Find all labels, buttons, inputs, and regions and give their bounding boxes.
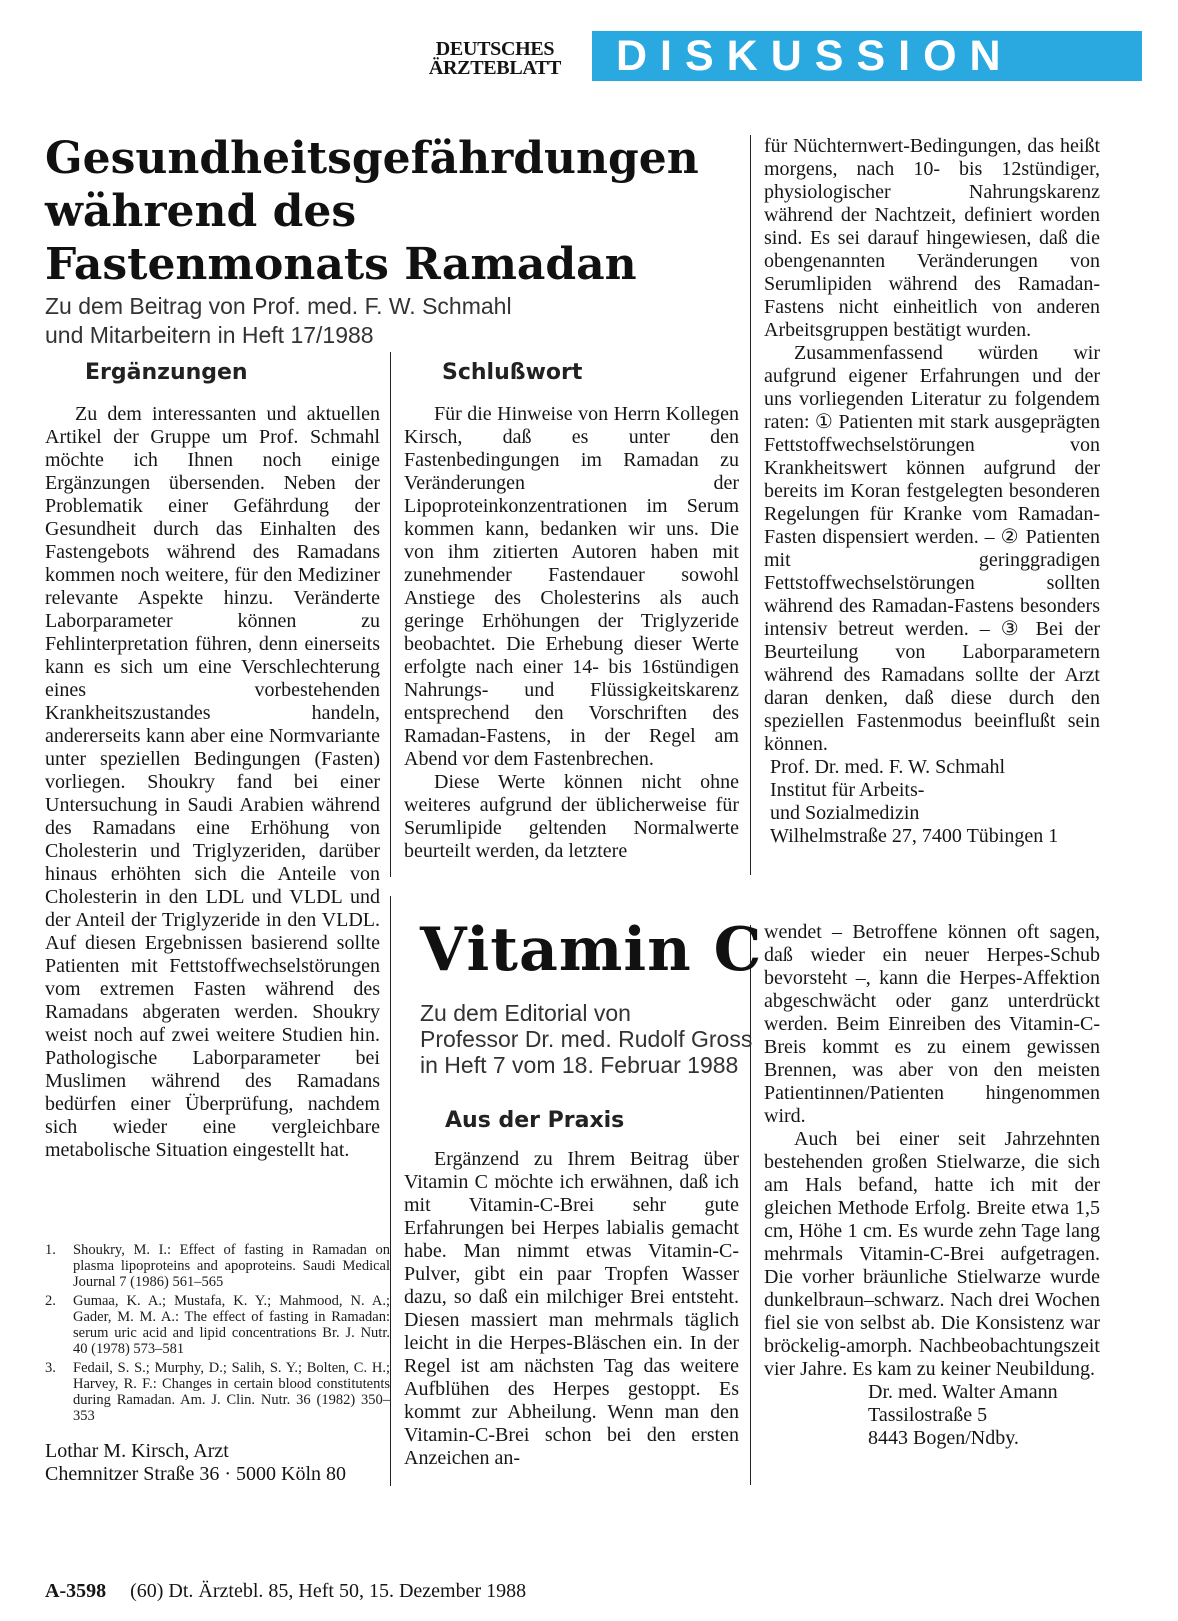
subtitle-line: in Heft 7 vom 18. Februar 1988	[420, 1052, 739, 1078]
title-line: während des	[45, 186, 357, 237]
brand-line-2: ÄRZTEBLATT	[428, 57, 562, 79]
article-1-title	[45, 132, 725, 291]
reply-heading: Schlußwort	[442, 360, 583, 385]
article-2-paragraph: Ergänzend zu Ihrem Beitrag über Vitamin C möchte ich erwähnen, daß ich mit Vitamin-C-Brei sehr gute Erfahrungen bei Herpes labialis gemacht habe. Man nimmt etwas Vitamin-C-Pulver, gibt ein paar Tropfen Wasser dazu, so daß ein milchiger Brei entsteht. Diesen massiert man mehrmals täglich leicht in die Herpes-Bläschen ein. In der Regel ist am nächsten Tag das weitere Aufblühen des Herpes gestoppt. Es kommt zur Abheilung. Wenn man den Vitamin-C-Brei schon bei den ersten Anzeichen an-	[404, 1148, 739, 1469]
reply-signature	[764, 756, 1100, 848]
brand-line-1: DEUTSCHES	[435, 38, 555, 60]
reference-text: Fedail, S. S.; Murphy, D.; Salih, S. Y.; Bolten, C. H.; Harvey, R. F.: Changes in certain blood constitutents during Ramadan. Am. J. Clin. Nutr. 36 (1982) 350–353	[73, 1360, 390, 1424]
letter-body	[45, 403, 380, 1162]
letter-heading: Ergänzungen	[85, 360, 248, 385]
article-2-paragraph: wendet – Betroffene können oft sagen, daß wieder ein neuer Herpes-Schub bevorsteht –, kann die Herpes-Affektion abgeschwächt oder ganz unterdrückt werden. Beim Einreiben des Vitamin-C-Breis kommt es zu einem gewissen Brennen, was aber von den meisten Patientinnen/Patienten hingenommen wird.	[764, 921, 1100, 1127]
subtitle-line: Professor Dr. med. Rudolf Gross	[420, 1026, 753, 1052]
subtitle-line: und Mitarbeitern in Heft 17/1988	[45, 322, 374, 348]
signature-line: 8443 Bogen/Ndby.	[868, 1427, 1019, 1449]
article-1-subtitle	[45, 292, 605, 350]
section-banner: DISKUSSION	[592, 31, 1142, 81]
reference-item	[45, 1293, 390, 1357]
reference-list	[45, 1242, 390, 1427]
masthead-brand	[420, 40, 570, 78]
article-2-heading: Aus der Praxis	[445, 1108, 625, 1133]
signature-line: Dr. med. Walter Amann	[868, 1381, 1058, 1403]
letter-paragraph: Zu dem interessanten und aktuellen Artikel der Gruppe um Prof. Schmahl möchte ich Ihnen noch einige Ergänzungen übersenden. Neben der Problematik einer Gefährdung der Gesundheit durch das Einhalten des Fastengebots während des Ramadans kommen noch weitere, für den Mediziner relevante Aspekte hinzu. Veränderte Laborparameter können zu Fehlinterpretation führen, denn einerseits kann es sich um eine Verschlechterung eines vorbestehenden Krankheitszustandes handeln, andererseits kann aber eine Normvariante unter speziellen Bedingungen (Fasten) vorliegen. Shoukry fand bei einer Untersuchung in Saudi Arabien während des Ramadans eine Erhöhung von Cholesterin und Triglyzeriden, darüber hinaus erhöhten sich die Anteile von Cholesterin in den LDL und VLDL und der Anteil der Triglyzeride in den VLDL. Auf diesen Ergebnissen basierend sollte Patienten mit Fettstoffwechselstörungen vom extremen Fasten während des Ramadans abgeraten werden. Shoukry weist noch auf zwei weitere Studien hin. Pathologische Laborparameter bei Muslimen während des Ramadans bedürfen einer Überprüfung, nachdem sich wieder eine vergleichbare metabolische Situation eingestellt hat.	[45, 403, 380, 1161]
reply-paragraph: Diese Werte können nicht ohne weiteres aufgrund der üblicherweise für Serumlipide geltenden Normalwerte beurteilt werden, da letztere	[404, 771, 739, 862]
subtitle-line: Zu dem Editorial von	[420, 1000, 631, 1026]
article-2-paragraph: Auch bei einer seit Jahrzehnten bestehenden großen Stielwarze, die sich am Hals befand, hatte ich mit der gleichen Methode Erfolg. Breite etwa 1,5 cm, Höhe 1 cm. Es wurde zehn Tage lang mehrmals Vitamin-C-Brei aufgetragen. Die vorher bräunliche Stielwarze wurde dunkelbraun–schwarz. Nach drei Wochen fiel sie von selbst ab. Die Konsistenz war bröckelig-amorph. Nachbeobachtungszeit vier Jahre. Es kam zu keiner Neubildung.	[764, 1128, 1100, 1380]
footer-citation: (60) Dt. Ärztebl. 85, Heft 50, 15. Dezember 1988	[130, 1580, 527, 1602]
letter-author: Lothar M. Kirsch, Arzt	[45, 1440, 229, 1462]
title-line: Gesundheitsgefährdungen	[45, 133, 699, 184]
letter-address: Chemnitzer Straße 36 · 5000 Köln 80	[45, 1463, 347, 1485]
column-rule	[390, 896, 391, 1486]
reference-number: 1.	[45, 1242, 56, 1258]
reply-body-col3	[764, 135, 1100, 848]
article-2-subtitle	[420, 1000, 760, 1078]
reply-paragraph: Für die Hinweise von Herrn Kollegen Kirsch, daß es unter den Fastenbedingungen im Ramadan zu Veränderungen der Lipoproteinkonzentrationen im Serum kommen kann, bedanken wir uns. Die von ihm zitierten Autoren haben mit zunehmender Fastendauer sowohl Anstiege des Cholesterins als auch geringe Erhöhungen der Triglyzeride beobachtet. Die Erhebung dieser Werte erfolgte nach einer 14- bis 16stündigen Nahrungs- und Flüssigkeitskarenz entsprechend den Vorschriften des Ramadan-Fastens, in der Regel am Abend vor dem Fastenbrechen.	[404, 403, 739, 770]
signature-line: Wilhelmstraße 27, 7400 Tübingen 1	[770, 825, 1059, 847]
reference-item	[45, 1360, 390, 1424]
article-2-body-col2	[404, 1148, 739, 1470]
signature-line: und Sozialmedizin	[770, 802, 920, 824]
title-line: Fastenmonats Ramadan	[45, 239, 637, 290]
reply-paragraph: Zusammenfassend würden wir aufgrund eigener Erfahrungen und der uns vorliegenden Literatur zu folgendem raten: ① Patienten mit stark ausgeprägten Fettstoffwechselstörungen von Krankheitswert können aufgrund der bereits im Koran festgelegten besonderen Regelungen für Kranke vom Ramadan-Fasten dispensiert werden. – ② Patienten mit geringgradigen Fettstoffwechselstörungen sollten während des Ramadan-Fastens besonders intensiv betreut werden. – ③ Bei der Beurteilung von Laborparametern während des Ramadans sollte der Arzt daran denken, daß diese durch den speziellen Fastenmodus beeinflußt sein können.	[764, 342, 1100, 755]
reference-text: Gumaa, K. A.; Mustafa, K. Y.; Mahmood, N. A.; Gader, M. M. A.: The effect of fasting in Ramadan: serum uric acid and lipid concentrations Br. J. Nutr. 40 (1978) 573–581	[73, 1293, 390, 1357]
article-2-title: Vitamin C	[420, 915, 763, 985]
reply-paragraph: für Nüchternwert-Bedingungen, das heißt morgens, nach 10- bis 12stündiger, physiologischer Nahrungskarenz während der Nachtzeit, definiert worden sind. Es sei darauf hingewiesen, daß die obengenannten Veränderungen von Serumlipiden während des Ramadan-Fastens nicht einheitlich von anderen Arbeitsgruppen bestätigt wurden.	[764, 135, 1100, 341]
reply-body-col2	[404, 403, 739, 863]
column-rule	[750, 135, 751, 875]
signature-line: Prof. Dr. med. F. W. Schmahl	[770, 756, 1006, 778]
reference-text: Shoukry, M. I.: Effect of fasting in Ramadan on plasma lipoproteins and apoproteins. Saudi Medical Journal 7 (1986) 561–565	[73, 1242, 390, 1290]
article-2-signature	[764, 1381, 1100, 1450]
signature-line: Tassilostraße 5	[868, 1404, 988, 1426]
signature-line: Institut für Arbeits-	[770, 779, 925, 801]
page-footer	[45, 1579, 526, 1603]
column-rule	[390, 352, 391, 877]
letter-signature	[45, 1440, 346, 1486]
reference-number: 3.	[45, 1360, 56, 1376]
article-2-body-col3	[764, 921, 1100, 1450]
subtitle-line: Zu dem Beitrag von Prof. med. F. W. Schmahl	[45, 293, 512, 319]
reference-number: 2.	[45, 1293, 56, 1309]
page-id: A-3598	[45, 1580, 107, 1602]
reference-item	[45, 1242, 390, 1290]
